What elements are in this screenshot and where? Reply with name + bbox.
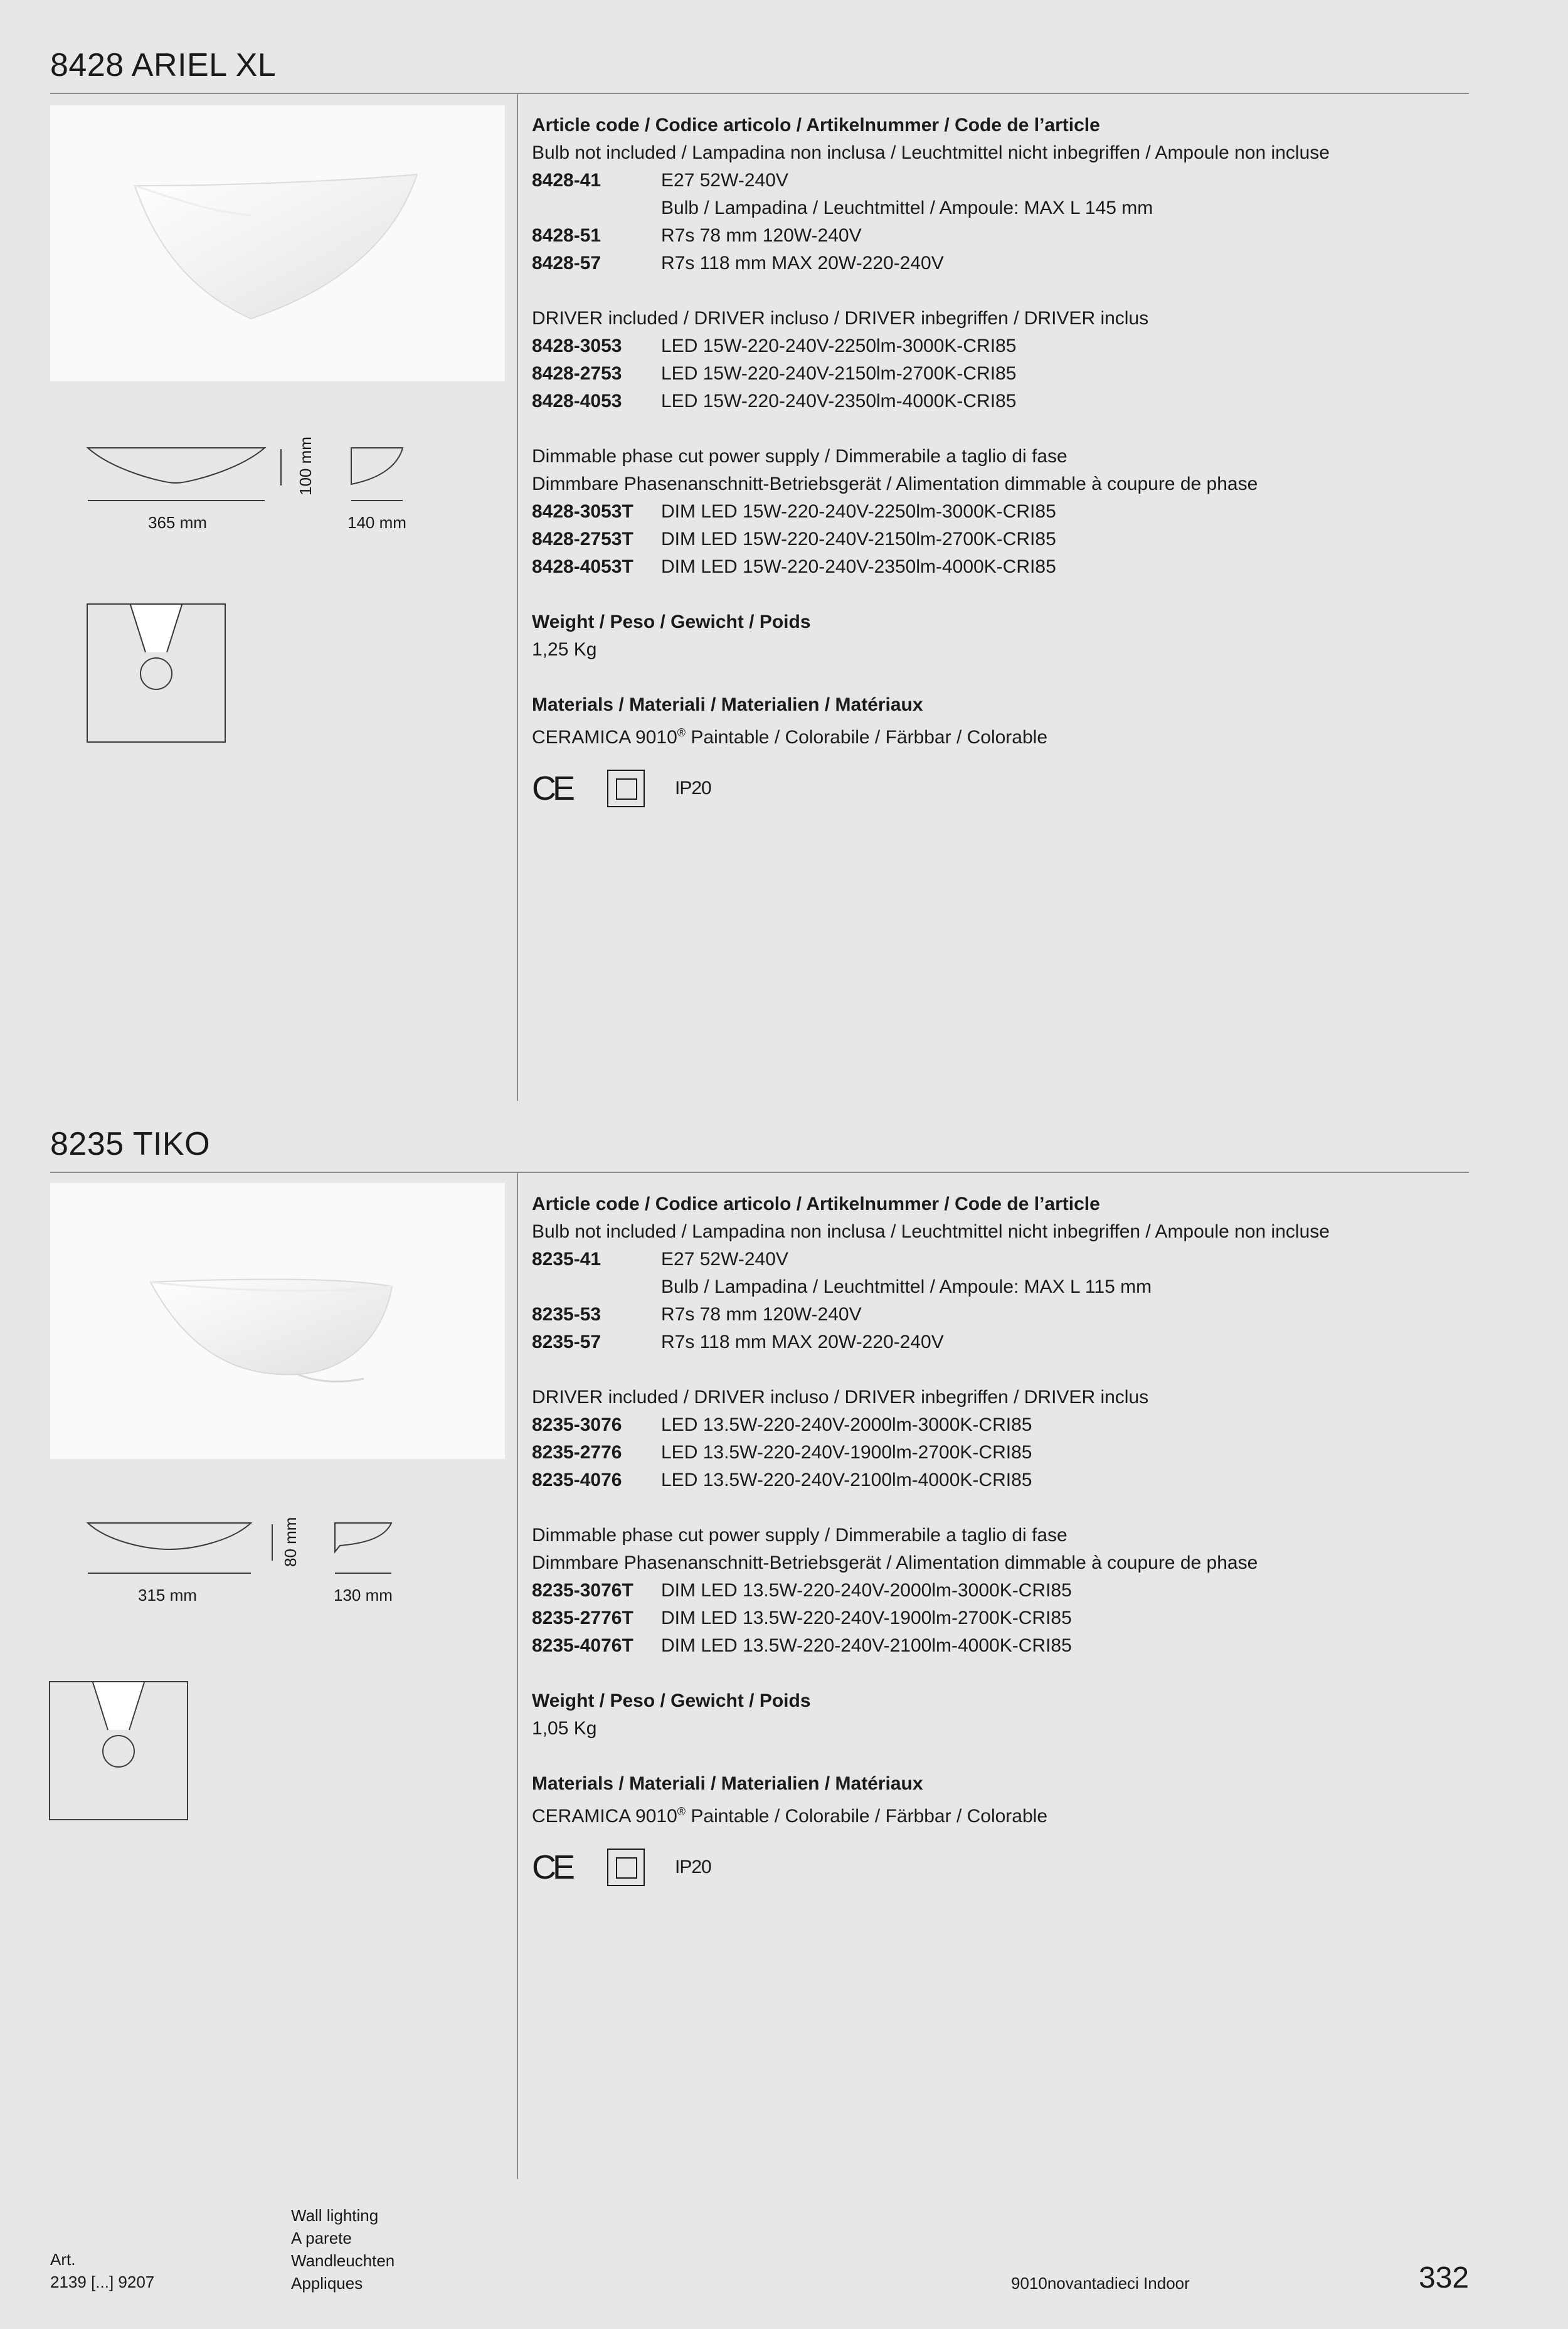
bulb-row [532,1329,1460,1356]
dimmable-row [532,1577,1460,1605]
article-code: 8428-2753T [532,529,633,549]
light-emission-diagram [49,1681,188,1820]
category-line: Wandleuchten [291,2251,395,2270]
article-desc: DIM LED 15W-220-240V-2350lm-4000K-CRI85 [661,556,1056,577]
driver-row [532,1411,1460,1439]
bulb-row [532,167,1460,194]
article-desc: LED 13.5W-220-240V-2100lm-4000K-CRI85 [661,1470,1032,1490]
article-code: 8235-57 [532,1332,601,1352]
driver-header: DRIVER included / DRIVER incluso / DRIVER inbegriffen / DRIVER inclus [532,308,1149,329]
article-code [532,1273,661,1301]
section-rule [50,93,1469,94]
dimmable-row [532,1632,1460,1660]
article-desc: Bulb / Lampadina / Leuchtmittel / Ampoule: MAX L 115 mm [661,1276,1152,1297]
depth-dimension: 130 mm [334,1586,393,1605]
article-desc: LED 15W-220-240V-2350lm-4000K-CRI85 [661,391,1017,411]
article-desc: LED 13.5W-220-240V-1900lm-2700K-CRI85 [661,1442,1032,1463]
spec-block [532,1191,1460,1825]
ce-mark-icon: CE [532,770,572,807]
bulb-header: Bulb not included / Lampadina non inclusa / Leuchtmittel nicht inbegriffen / Ampoule non incluse [532,1221,1330,1242]
certification-marks [532,767,711,810]
article-desc: LED 13.5W-220-240V-2000lm-3000K-CRI85 [661,1414,1032,1435]
driver-row [532,1439,1460,1467]
category-line: A parete [291,2229,352,2247]
dimension-drawing [50,433,505,546]
article-code: 8235-2776T [532,1608,633,1628]
driver-row [532,388,1460,415]
article-code: 8235-2776 [532,1442,622,1463]
article-desc: R7s 78 mm 120W-240V [661,225,862,246]
article-code: 8235-4076 [532,1470,622,1490]
article-desc: DIM LED 15W-220-240V-2150lm-2700K-CRI85 [661,529,1056,549]
dimmable-row [532,1605,1460,1632]
article-code: 8235-41 [532,1249,601,1270]
weight-header: Weight / Peso / Gewicht / Poids [532,1690,811,1711]
height-dimension: 80 mm [281,1517,300,1567]
width-dimension: 315 mm [138,1586,197,1605]
depth-dimension: 140 mm [347,513,406,532]
article-code: 8428-3053T [532,501,633,522]
article-desc: R7s 118 mm MAX 20W-220-240V [661,1332,944,1352]
column-divider [517,94,518,1101]
certification-marks [532,1845,711,1889]
article-code: 8235-3076T [532,1580,633,1601]
bulb-header: Bulb not included / Lampadina non inclusa / Leuchtmittel nicht inbegriffen / Ampoule non incluse [532,142,1330,163]
dimmable-header: Dimmbare Phasenanschnitt-Betriebsgerät / Alimentation dimmable à coupure de phase [532,474,1258,494]
product-title: 8235 TIKO [50,1126,211,1162]
article-desc: Bulb / Lampadina / Leuchtmittel / Ampoule: MAX L 145 mm [661,198,1153,218]
materials-value: CERAMICA 9010® Paintable / Colorabile / Färbbar / Colorable [532,1805,1048,1827]
article-desc: DIM LED 13.5W-220-240V-1900lm-2700K-CRI85 [661,1608,1072,1628]
footer-art [50,2248,154,2293]
article-desc: E27 52W-240V [661,1249,788,1270]
article-code: 8235-3076 [532,1414,622,1435]
dimmable-row [532,553,1460,581]
art-label: Art. [50,2250,76,2269]
ce-mark-icon: CE [532,1849,572,1886]
footer-brand: 9010novantadieci Indoor [1011,2274,1190,2293]
column-divider [517,1173,518,2179]
article-desc: LED 15W-220-240V-2250lm-3000K-CRI85 [661,336,1017,356]
category-line: Appliques [291,2274,363,2293]
article-code: 8235-53 [532,1304,601,1325]
footer-category [291,2204,395,2295]
materials-header: Materials / Materiali / Materialien / Matériaux [532,694,923,715]
weight-value: 1,25 Kg [532,639,597,660]
driver-row [532,332,1460,360]
height-dimension: 100 mm [296,437,315,496]
article-desc: R7s 118 mm MAX 20W-220-240V [661,253,944,273]
art-range: 2139 [...] 9207 [50,2273,155,2291]
article-code: 8428-2753 [532,363,622,384]
class-ii-icon [607,1849,645,1886]
article-desc: LED 15W-220-240V-2150lm-2700K-CRI85 [661,363,1017,384]
light-emission-diagram [87,603,226,743]
ip-rating: IP20 [675,778,711,798]
dimmable-row [532,526,1460,553]
product-photo [50,105,505,381]
article-code: 8428-41 [532,170,601,191]
materials-header: Materials / Materiali / Materialien / Matériaux [532,1773,923,1794]
dimmable-header: Dimmable phase cut power supply / Dimmerabile a taglio di fase [532,1525,1067,1546]
spec-block [532,112,1460,746]
bulb-row [532,222,1460,250]
weight-header: Weight / Peso / Gewicht / Poids [532,612,811,632]
dimension-drawing [50,1513,505,1626]
article-code: 8428-3053 [532,336,622,356]
driver-row [532,360,1460,388]
weight-value: 1,05 Kg [532,1718,597,1739]
width-dimension: 365 mm [148,513,207,532]
article-desc: R7s 78 mm 120W-240V [661,1304,862,1325]
article-desc: DIM LED 15W-220-240V-2250lm-3000K-CRI85 [661,501,1056,522]
article-code: 8235-4076T [532,1635,633,1656]
section-rule [50,1172,1469,1173]
article-code: 8428-4053 [532,391,622,411]
class-ii-icon [607,770,645,807]
dimmable-header: Dimmable phase cut power supply / Dimmerabile a taglio di fase [532,446,1067,467]
category-line: Wall lighting [291,2206,379,2225]
product-title: 8428 ARIEL XL [50,47,277,83]
dimmable-row [532,498,1460,526]
article-desc: E27 52W-240V [661,170,788,191]
article-desc: DIM LED 13.5W-220-240V-2100lm-4000K-CRI85 [661,1635,1072,1656]
bulb-row [532,1273,1460,1301]
article-code: 8428-4053T [532,556,633,577]
bulb-row [532,194,1460,222]
bulb-row [532,250,1460,277]
bulb-row [532,1246,1460,1273]
article-code [532,194,661,222]
driver-header: DRIVER included / DRIVER incluso / DRIVER inbegriffen / DRIVER inclus [532,1387,1149,1408]
article-code-header: Article code / Codice articolo / Artikelnummer / Code de l’article [532,115,1100,135]
materials-value: CERAMICA 9010® Paintable / Colorabile / Färbbar / Colorable [532,726,1048,748]
article-code-header: Article code / Codice articolo / Artikelnummer / Code de l’article [532,1194,1100,1214]
dimmable-header: Dimmbare Phasenanschnitt-Betriebsgerät / Alimentation dimmable à coupure de phase [532,1552,1258,1573]
article-desc: DIM LED 13.5W-220-240V-2000lm-3000K-CRI85 [661,1580,1072,1601]
article-code: 8428-51 [532,225,601,246]
ip-rating: IP20 [675,1857,711,1877]
product-photo [50,1183,505,1459]
page-number: 332 [1419,2261,1470,2295]
bulb-row [532,1301,1460,1329]
driver-row [532,1467,1460,1494]
article-code: 8428-57 [532,253,601,273]
